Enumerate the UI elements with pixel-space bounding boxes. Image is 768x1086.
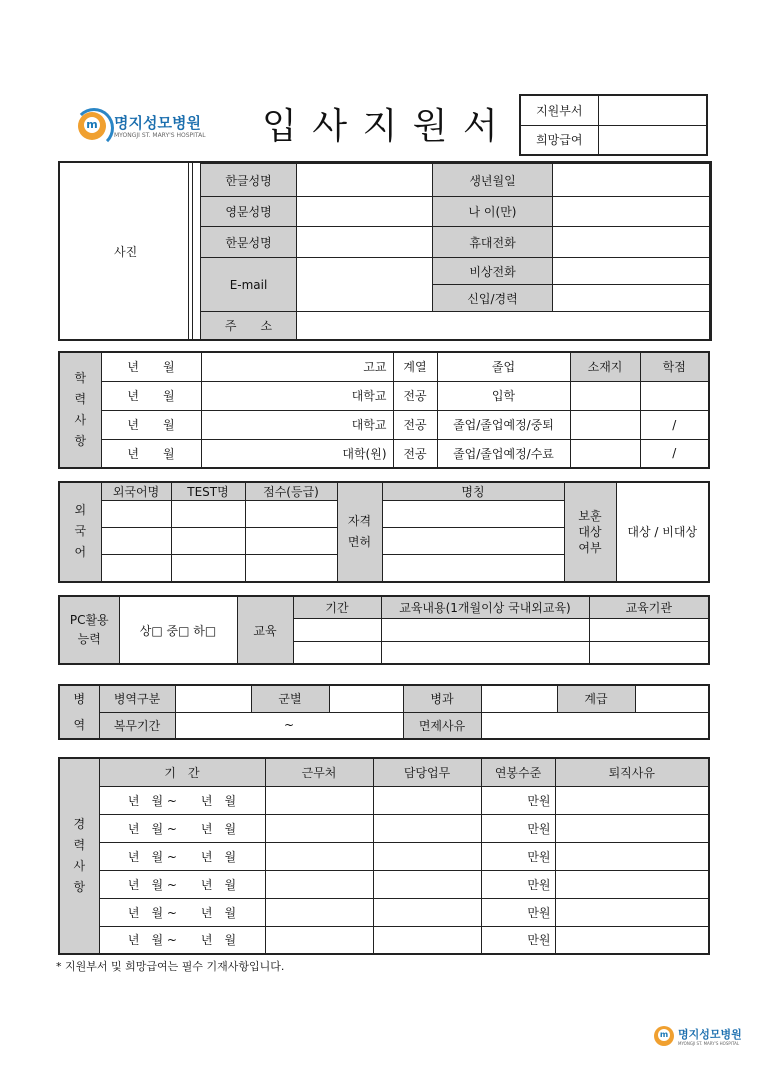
career-cell[interactable]: [373, 842, 481, 870]
lang-cell[interactable]: [245, 555, 337, 582]
career-cell[interactable]: [555, 898, 709, 926]
training-cell[interactable]: [293, 618, 381, 641]
page-title: 입 사 지 원 서: [262, 106, 500, 147]
training-period-header: 기간: [293, 596, 381, 618]
career-salary[interactable]: 만원: [481, 814, 555, 842]
career-cell[interactable]: [555, 786, 709, 814]
career-cell[interactable]: [265, 898, 373, 926]
military-branch-field[interactable]: [329, 685, 403, 712]
edu-school[interactable]: 고교: [201, 352, 393, 381]
edu-school[interactable]: 대학교: [201, 381, 393, 410]
application-info-box: [519, 94, 708, 156]
english-name-field[interactable]: [297, 197, 433, 227]
cert-name-header: 명칭: [382, 482, 564, 501]
lang-score-header: 점수(등급): [245, 482, 337, 501]
career-cell[interactable]: [265, 842, 373, 870]
edu-gpa-field[interactable]: [640, 381, 709, 410]
edu-status[interactable]: 입학: [437, 381, 570, 410]
edu-date[interactable]: 년 월: [101, 352, 201, 381]
service-period-label: 복무기간: [99, 712, 175, 739]
hanja-name-label: 한문성명: [201, 227, 297, 258]
edu-status[interactable]: 졸업: [437, 352, 570, 381]
lang-test-header: TEST명: [171, 482, 245, 501]
lang-cell[interactable]: [171, 501, 245, 528]
career-table: [58, 757, 710, 955]
lang-cell[interactable]: [101, 528, 171, 555]
career-salary[interactable]: 만원: [481, 870, 555, 898]
military-arm-field[interactable]: [481, 685, 557, 712]
edu-field[interactable]: 전공: [393, 381, 437, 410]
hanja-name-field[interactable]: [297, 227, 433, 258]
military-rank-field[interactable]: [635, 685, 709, 712]
education-table: [58, 351, 710, 469]
training-cell[interactable]: [381, 641, 589, 664]
career-period[interactable]: 년 월 ~ 년 월: [99, 786, 265, 814]
career-reason-header: 퇴직사유: [555, 758, 709, 786]
training-cell[interactable]: [589, 618, 709, 641]
career-type-field[interactable]: [553, 285, 710, 312]
career-period-header: 기 간: [99, 758, 265, 786]
lang-cell[interactable]: [101, 501, 171, 528]
edu-location-header: 소재지: [570, 352, 640, 381]
career-salary[interactable]: 만원: [481, 898, 555, 926]
cert-cell[interactable]: [382, 555, 564, 582]
pc-level[interactable]: 상□ 중□ 하□: [119, 596, 237, 664]
cert-cell[interactable]: [382, 501, 564, 528]
career-cell[interactable]: [265, 814, 373, 842]
edu-school[interactable]: 대학(원): [201, 439, 393, 468]
education-section-label: 학 력 사 항: [59, 352, 101, 468]
pc-label: PC활용 능력: [59, 596, 119, 664]
training-cell[interactable]: [589, 641, 709, 664]
birth-field[interactable]: [553, 164, 710, 197]
phone-label: 휴대전화: [433, 227, 553, 258]
lang-cell[interactable]: [245, 501, 337, 528]
career-cell[interactable]: [373, 898, 481, 926]
edu-field[interactable]: 전공: [393, 410, 437, 439]
career-period[interactable]: 년 월 ~ 년 월: [99, 870, 265, 898]
salary-field[interactable]: [598, 125, 707, 155]
emergency-label: 비상전화: [433, 258, 553, 285]
korean-name-label: 한글성명: [201, 164, 297, 197]
edu-date[interactable]: 년 월: [101, 381, 201, 410]
edu-location-field[interactable]: [570, 381, 640, 410]
edu-status[interactable]: 졸업/졸업예정/중퇴: [437, 410, 570, 439]
edu-field[interactable]: 전공: [393, 439, 437, 468]
logo-name: 명지성모병원: [114, 114, 201, 132]
veteran-value[interactable]: 대상 / 비대상: [616, 482, 709, 582]
address-field[interactable]: [297, 312, 710, 340]
footer-logo-icon: m: [654, 1026, 674, 1046]
career-period[interactable]: 년 월 ~ 년 월: [99, 842, 265, 870]
age-field[interactable]: [553, 197, 710, 227]
dept-label: 지원부서: [520, 95, 598, 125]
pc-table: [58, 595, 710, 665]
language-section-label: 외 국 어: [59, 482, 101, 582]
military-rank-label: 계급: [557, 685, 635, 712]
hospital-logo-icon: m: [78, 112, 106, 140]
photo-divider: [190, 163, 193, 339]
career-cell[interactable]: [373, 814, 481, 842]
edu-school[interactable]: 대학교: [201, 410, 393, 439]
edu-gpa-field[interactable]: /: [640, 410, 709, 439]
footer-logo-subtitle: MYONGJI ST. MARY'S HOSPITAL: [678, 1041, 740, 1046]
veteran-label: 보훈 대상 여부: [564, 482, 616, 582]
edu-date[interactable]: 년 월: [101, 410, 201, 439]
exemption-field[interactable]: [481, 712, 709, 739]
career-section-label: 경 력 사 항: [59, 758, 99, 954]
career-salary-header: 연봉수준: [481, 758, 555, 786]
birth-label: 생년월일: [433, 164, 553, 197]
career-period[interactable]: 년 월 ~ 년 월: [99, 926, 265, 954]
hospital-logo: [78, 108, 228, 148]
lang-cell[interactable]: [245, 528, 337, 555]
edu-gpa-header: 학점: [640, 352, 709, 381]
age-label: 나 이(만): [433, 197, 553, 227]
military-section-label: 병 역: [59, 685, 99, 739]
language-table: [58, 481, 710, 583]
edu-status[interactable]: 졸업/졸업예정/수료: [437, 439, 570, 468]
edu-date[interactable]: 년 월: [101, 439, 201, 468]
edu-field[interactable]: 계열: [393, 352, 437, 381]
career-cell[interactable]: [555, 926, 709, 954]
lang-name-header: 외국어명: [101, 482, 171, 501]
lang-cell[interactable]: [171, 555, 245, 582]
phone-field[interactable]: [553, 227, 710, 258]
career-salary[interactable]: 만원: [481, 842, 555, 870]
career-cell[interactable]: [373, 870, 481, 898]
training-institute-header: 교육기관: [589, 596, 709, 618]
cert-section-label: 자격 면허: [337, 482, 382, 582]
footnote: * 지원부서 및 희망급여는 필수 기재사항입니다.: [56, 960, 285, 973]
lang-cell[interactable]: [171, 528, 245, 555]
career-type-label: 신입/경력: [433, 285, 553, 312]
dept-field[interactable]: [598, 95, 707, 125]
edu-gpa-field[interactable]: /: [640, 439, 709, 468]
exemption-label: 면제사유: [403, 712, 481, 739]
address-label: 주 소: [201, 312, 297, 340]
training-label: 교육: [237, 596, 293, 664]
career-cell[interactable]: [265, 786, 373, 814]
personal-table: [200, 163, 710, 340]
career-company-header: 근무처: [265, 758, 373, 786]
career-cell[interactable]: [373, 786, 481, 814]
salary-label: 희망급여: [520, 125, 598, 155]
career-cell[interactable]: [555, 842, 709, 870]
footer-logo: [654, 1024, 754, 1054]
korean-name-field[interactable]: [297, 164, 433, 197]
career-cell[interactable]: [265, 870, 373, 898]
military-type-label: 병역구분: [99, 685, 175, 712]
training-cell[interactable]: [293, 641, 381, 664]
military-branch-label: 군별: [251, 685, 329, 712]
career-duty-header: 담당업무: [373, 758, 481, 786]
career-salary[interactable]: 만원: [481, 926, 555, 954]
career-cell[interactable]: [555, 870, 709, 898]
career-period[interactable]: 년 월 ~ 년 월: [99, 814, 265, 842]
service-period-field[interactable]: ~: [175, 712, 403, 739]
military-arm-label: 병과: [403, 685, 481, 712]
edu-location-field[interactable]: [570, 439, 640, 468]
photo-label: 사진: [114, 245, 138, 259]
career-cell[interactable]: [555, 814, 709, 842]
logo-subtitle: MYONGJI ST. MARY'S HOSPITAL: [114, 132, 206, 139]
career-cell[interactable]: [265, 926, 373, 954]
english-name-label: 영문성명: [201, 197, 297, 227]
email-label: E-mail: [201, 258, 297, 312]
training-cell[interactable]: [381, 618, 589, 641]
edu-location-field[interactable]: [570, 410, 640, 439]
personal-section: [58, 161, 712, 341]
military-type-field[interactable]: [175, 685, 251, 712]
emergency-field[interactable]: [553, 258, 710, 285]
training-content-header: 교육내용(1개월이상 국내외교육): [381, 596, 589, 618]
career-period[interactable]: 년 월 ~ 년 월: [99, 898, 265, 926]
career-salary[interactable]: 만원: [481, 786, 555, 814]
military-table: [58, 684, 710, 740]
email-field[interactable]: [297, 258, 433, 312]
footer-logo-name: 명지성모병원: [678, 1028, 742, 1041]
photo-box[interactable]: [60, 163, 189, 339]
career-cell[interactable]: [373, 926, 481, 954]
lang-cell[interactable]: [101, 555, 171, 582]
cert-cell[interactable]: [382, 528, 564, 555]
